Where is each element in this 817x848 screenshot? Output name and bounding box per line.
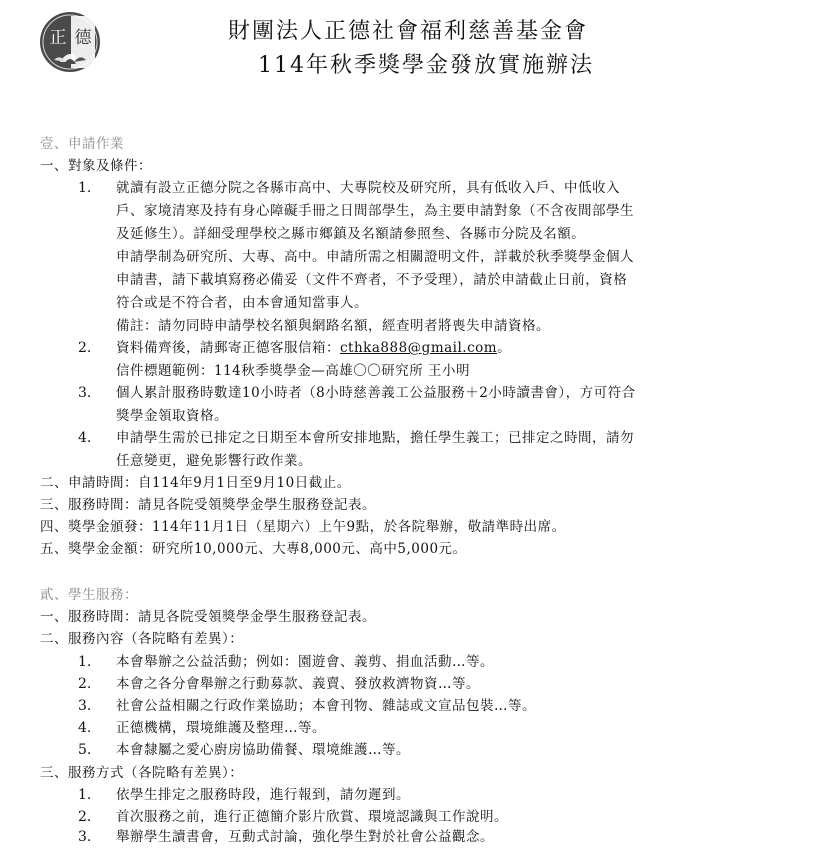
method-item-number: 2.	[78, 809, 92, 825]
section1-sub4: 四、獎學金頒發：114年11月1日（星期六）上午9點，於各院舉辦，敬請準時出席。	[40, 519, 566, 535]
foundation-logo	[38, 10, 102, 74]
item1-line: 申請書，請下載填寫務必備妥（文件不齊者，不予受理），請於申請截止日前，資格	[116, 272, 628, 288]
section2-sub1: 一、服務時間：請見各院受領獎學金學生服務登記表。	[40, 609, 376, 625]
item1-line: 戶、家境清寒及持有身心障礙手冊之日間部學生，為主要申請對象（不含夜間部學生	[116, 203, 634, 219]
item1-line: 就讀有設立正德分院之各縣市高中、大專院校及研究所，具有低收入戶、中低收入	[116, 180, 620, 196]
item2-example: 信件標題範例：114秋季獎學金—高雄〇〇研究所 王小明	[116, 363, 471, 379]
content-item: 社會公益相關之行政作業協助；本會刊物、雜誌或文宣品包裝…等。	[116, 698, 536, 714]
content-item-number: 5.	[78, 742, 92, 758]
item4-line: 申請學生需於已排定之日期至本會所安排地點，擔任學生義工；已排定之時間，請勿	[116, 430, 634, 446]
logo-char-right: 德	[74, 28, 92, 48]
logo-char-left: 正	[49, 28, 67, 48]
method-item: 依學生排定之服務時段，進行報到，請勿遲到。	[116, 787, 410, 803]
section1-sub5: 五、獎學金金額：研究所10,000元、大專8,000元、高中5,000元。	[40, 541, 467, 557]
item2-suffix: 。	[497, 340, 512, 356]
section1-heading: 壹、申請作業	[40, 136, 124, 152]
content-item-number: 1.	[78, 654, 92, 670]
section1-sub3: 三、服務時間：請見各院受領獎學金學生服務登記表。	[40, 497, 376, 513]
item2-number: 2.	[78, 340, 92, 356]
section2-heading: 貳、學生服務：	[40, 587, 138, 603]
item2-line	[116, 337, 511, 359]
item1-line: 符合或是不符合者，由本會通知當事人。	[116, 295, 368, 311]
content-item: 本會之各分會舉辦之行動募款、義賣、發放救濟物資…等。	[116, 676, 480, 692]
item1-line: 及延修生）。詳細受理學校之縣市鄉鎮及名額請參照叁、各縣市分院及名額。	[116, 226, 586, 242]
content-item: 正德機構，環境維護及整理…等。	[116, 720, 326, 736]
content-item-number: 2.	[78, 676, 92, 692]
item1-number: 1.	[78, 180, 92, 196]
method-item-number: 1.	[78, 787, 92, 803]
item3-line: 個人累計服務時數達10小時者（8小時慈善義工公益服務＋2小時讀書會），方可符合	[116, 385, 636, 401]
item3-number: 3.	[78, 385, 92, 401]
content-item-number: 4.	[78, 720, 92, 736]
email-link[interactable]: cthka888@gmail.com	[340, 340, 498, 356]
method-item: 舉辦學生讀書會，互動式討論，強化學生對於社會公益觀念。	[116, 829, 494, 845]
title-foundation-name: 財團法人正德社會福利慈善基金會	[228, 19, 589, 44]
section1-sub2: 二、申請時間：自114年9月1日至9月10日截止。	[40, 475, 351, 491]
item4-number: 4.	[78, 430, 92, 446]
section2-sub3: 三、服務方式（各院略有差異）：	[40, 765, 244, 781]
section1-sub1: 一、對象及條件：	[40, 158, 152, 174]
title-document-name: 114年秋季獎學金發放實施辦法	[258, 53, 594, 78]
item3-line: 獎學金領取資格。	[116, 408, 228, 424]
content-item: 本會隸屬之愛心廚房協助備餐、環境維護…等。	[116, 742, 410, 758]
item1-note: 備註：請勿同時申請學校名額與網路名額，經查明者將喪失申請資格。	[116, 318, 550, 334]
method-item: 首次服務之前，進行正德簡介影片欣賞、環境認識與工作說明。	[116, 809, 508, 825]
method-item-number: 3.	[78, 829, 92, 845]
item2-prefix: 資料備齊後，請郵寄正德客服信箱：	[116, 340, 340, 356]
content-item: 本會舉辦之公益活動；例如：園遊會、義剪、捐血活動…等。	[116, 654, 494, 670]
section2-sub2: 二、服務內容（各院略有差異）：	[40, 631, 244, 647]
item4-line: 任意變更，避免影響行政作業。	[116, 453, 312, 469]
content-item-number: 3.	[78, 698, 92, 714]
item1-line: 申請學制為研究所、大專、高中。申請所需之相關證明文件，詳載於秋季獎學金個人	[116, 249, 634, 265]
